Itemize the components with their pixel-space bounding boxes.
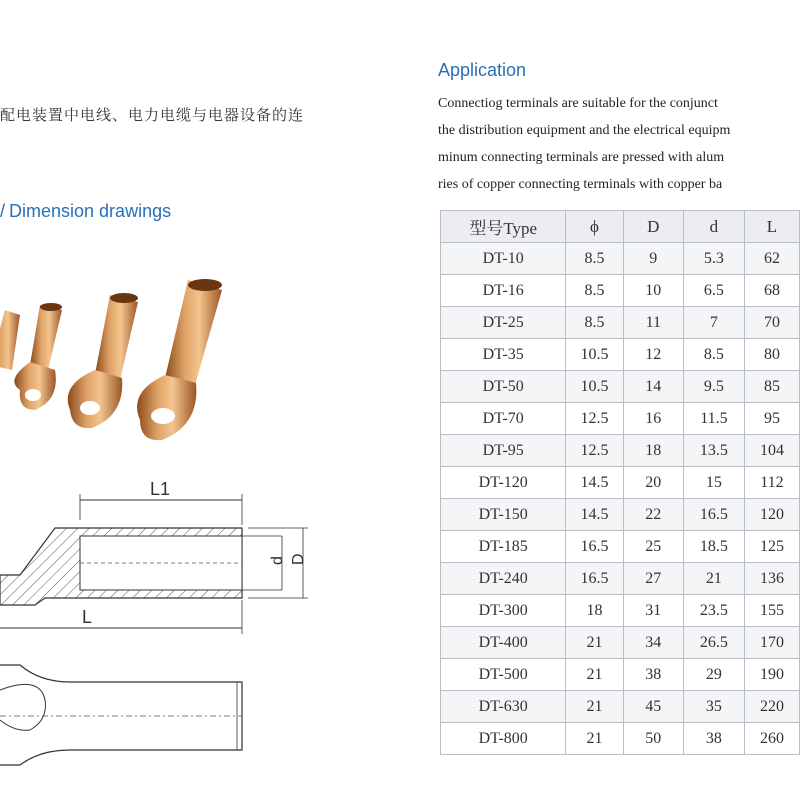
cell-D: 31: [623, 595, 683, 627]
cell-d: 13.5: [683, 435, 744, 467]
l1-label: L1: [150, 479, 171, 499]
cell-type: DT-16: [441, 275, 566, 307]
cell-D: 38: [623, 659, 683, 691]
cell-type: DT-400: [441, 627, 566, 659]
dimension-drawing: [0, 470, 330, 770]
dimension-drawings-title: [0, 201, 171, 222]
cell-phi: 16.5: [566, 531, 623, 563]
lug-2: [14, 303, 62, 410]
cell-L: 112: [744, 467, 799, 499]
chinese-description: 配电装置中电线、电力电缆与电器设备的连: [0, 106, 305, 124]
table-row: [441, 499, 800, 531]
cell-type: DT-35: [441, 339, 566, 371]
cell-L: 170: [744, 627, 799, 659]
cell-D: 27: [623, 563, 683, 595]
cell-phi: 10.5: [566, 371, 623, 403]
cell-d: 26.5: [683, 627, 744, 659]
cell-L: 68: [744, 275, 799, 307]
lug-3: [68, 293, 138, 428]
table-row: [441, 275, 800, 307]
table-row: [441, 403, 800, 435]
cell-phi: 10.5: [566, 339, 623, 371]
cell-phi: 12.5: [566, 435, 623, 467]
cell-phi: 21: [566, 723, 623, 755]
header-type: 型号Type: [441, 211, 566, 243]
table-row: [441, 563, 800, 595]
cell-type: DT-185: [441, 531, 566, 563]
header-phi: ϕ: [566, 211, 623, 243]
cell-phi: 18: [566, 595, 623, 627]
cell-phi: 16.5: [566, 563, 623, 595]
cell-D: 20: [623, 467, 683, 499]
cell-D: 10: [623, 275, 683, 307]
cell-type: DT-25: [441, 307, 566, 339]
cell-D: 22: [623, 499, 683, 531]
table-row: [441, 691, 800, 723]
cell-d: 16.5: [683, 499, 744, 531]
specification-table: [440, 210, 800, 755]
header-D: D: [623, 211, 683, 243]
cell-phi: 12.5: [566, 403, 623, 435]
cell-L: 62: [744, 243, 799, 275]
cell-type: DT-150: [441, 499, 566, 531]
cell-d: 18.5: [683, 531, 744, 563]
cell-D: 12: [623, 339, 683, 371]
cell-d: 35: [683, 691, 744, 723]
table-row: [441, 243, 800, 275]
table-row: [441, 531, 800, 563]
header-L: L: [744, 211, 799, 243]
cell-phi: 21: [566, 659, 623, 691]
cell-D: 16: [623, 403, 683, 435]
application-line: ries of copper connecting terminals with copper ba: [438, 177, 723, 192]
title-marker-icon: /: [0, 201, 6, 221]
table-row: [441, 595, 800, 627]
table-body: [441, 243, 800, 755]
cell-phi: 14.5: [566, 499, 623, 531]
table-row: [441, 371, 800, 403]
cell-type: DT-10: [441, 243, 566, 275]
cell-type: DT-120: [441, 467, 566, 499]
cell-L: 95: [744, 403, 799, 435]
cell-phi: 21: [566, 691, 623, 723]
cell-D: 34: [623, 627, 683, 659]
l-label: L: [82, 607, 93, 627]
dimension-drawings-label: Dimension drawings: [9, 201, 172, 221]
cell-D: 11: [623, 307, 683, 339]
cell-L: 190: [744, 659, 799, 691]
table-row: [441, 723, 800, 755]
table-row: [441, 339, 800, 371]
cell-L: 260: [744, 723, 799, 755]
cell-type: DT-800: [441, 723, 566, 755]
cell-L: 80: [744, 339, 799, 371]
cell-L: 104: [744, 435, 799, 467]
lug-4: [137, 279, 222, 440]
cell-L: 120: [744, 499, 799, 531]
cell-L: 155: [744, 595, 799, 627]
cell-L: 136: [744, 563, 799, 595]
cell-type: DT-300: [441, 595, 566, 627]
cell-type: DT-70: [441, 403, 566, 435]
cell-d: 9.5: [683, 371, 744, 403]
cell-d: 23.5: [683, 595, 744, 627]
cell-D: 14: [623, 371, 683, 403]
cell-L: 220: [744, 691, 799, 723]
cell-phi: 8.5: [566, 243, 623, 275]
cell-L: 125: [744, 531, 799, 563]
header-d: d: [683, 211, 744, 243]
cell-type: DT-240: [441, 563, 566, 595]
copper-lugs-photo: [0, 270, 230, 450]
cell-D: 50: [623, 723, 683, 755]
cell-d: 11.5: [683, 403, 744, 435]
cell-L: 70: [744, 307, 799, 339]
table-row: [441, 307, 800, 339]
cell-d: 8.5: [683, 339, 744, 371]
table-row: [441, 627, 800, 659]
cell-phi: 8.5: [566, 275, 623, 307]
cell-phi: 14.5: [566, 467, 623, 499]
table-header-row: [441, 211, 800, 243]
table-row: [441, 467, 800, 499]
application-line: the distribution equipment and the electrical equipm: [438, 123, 731, 138]
cell-D: 9: [623, 243, 683, 275]
cell-d: 7: [683, 307, 744, 339]
cell-d: 5.3: [683, 243, 744, 275]
cell-d: 15: [683, 467, 744, 499]
application-title: Application: [438, 60, 527, 80]
D-label: D: [290, 553, 307, 565]
cell-type: DT-630: [441, 691, 566, 723]
cell-L: 85: [744, 371, 799, 403]
d-label: d: [269, 556, 286, 565]
cell-type: DT-50: [441, 371, 566, 403]
cell-d: 38: [683, 723, 744, 755]
cell-phi: 21: [566, 627, 623, 659]
application-line: Connectiog terminals are suitable for the conjunct: [438, 96, 718, 111]
application-text: [438, 90, 800, 198]
cell-type: DT-95: [441, 435, 566, 467]
cell-d: 21: [683, 563, 744, 595]
table-row: [441, 435, 800, 467]
cell-d: 6.5: [683, 275, 744, 307]
lug-1: [0, 310, 20, 370]
application-line: minum connecting terminals are pressed with alum: [438, 150, 725, 165]
cell-d: 29: [683, 659, 744, 691]
cell-phi: 8.5: [566, 307, 623, 339]
cell-D: 45: [623, 691, 683, 723]
table-row: [441, 659, 800, 691]
cell-D: 25: [623, 531, 683, 563]
cell-D: 18: [623, 435, 683, 467]
cell-type: DT-500: [441, 659, 566, 691]
